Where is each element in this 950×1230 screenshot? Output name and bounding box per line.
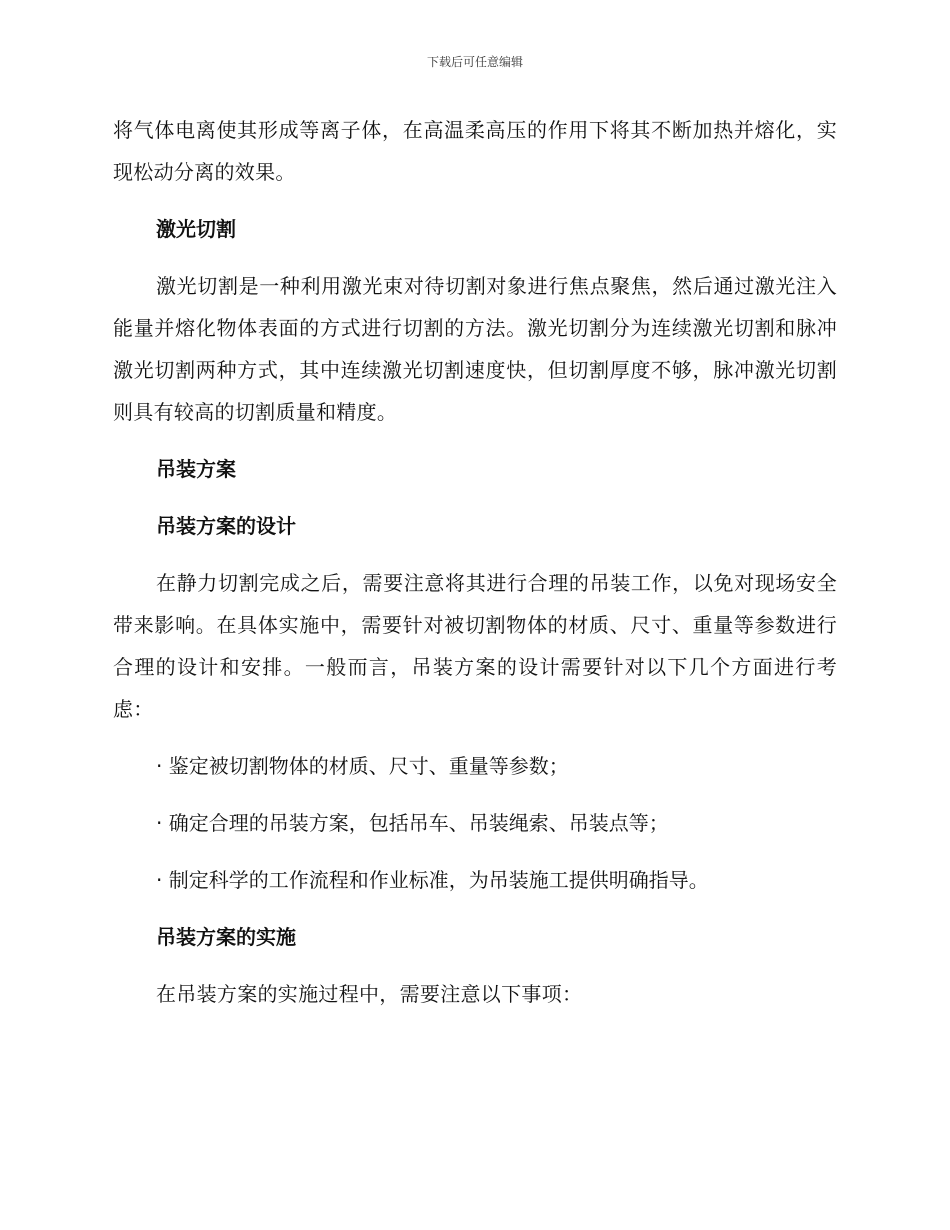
lifting-implementation-paragraph: 在吊装方案的实施过程中，需要注意以下事项：	[156, 982, 583, 1006]
intro-paragraph: 将气体电离使其形成等离子体，在高温柔高压的作用下将其不断加热并熔化，实现松动分离的效果。	[113, 118, 837, 184]
bullet-item: · 确定合理的吊装方案，包括吊车、吊装绳索、吊装点等；	[156, 811, 669, 835]
lifting-design-paragraph: 在静力切割完成之后，需要注意将其进行合理的吊装工作，以免对现场安全带来影响。在具体实施中，需要针对被切割物体的材质、尺寸、重量等参数进行合理的设计和安排。一般而言，吊装方案的设计需要针对以下几个方面进行考虑：	[113, 571, 837, 721]
section-heading-lifting-design: 吊装方案的设计	[156, 514, 296, 538]
section-heading-laser-cutting: 激光切割	[156, 217, 236, 241]
page-header-note: 下载后可任意编辑	[426, 55, 523, 69]
laser-cutting-paragraph: 激光切割是一种利用激光束对待切割对象进行焦点聚焦，然后通过激光注入能量并熔化物体表面的方式进行切割的方法。激光切割分为连续激光切割和脉冲激光切割两种方式，其中连续激光切割速度快，但切割厚度不够，脉冲激光切割则具有较高的切割质量和精度。	[113, 274, 837, 424]
section-heading-lifting-plan: 吊装方案	[156, 457, 236, 481]
bullet-item: · 制定科学的工作流程和作业标准，为吊装施工提供明确指导。	[156, 868, 709, 892]
bullet-item: · 鉴定被切割物体的材质、尺寸、重量等参数；	[156, 754, 569, 778]
section-heading-lifting-implementation: 吊装方案的实施	[156, 925, 296, 949]
document-body	[113, 109, 837, 1015]
